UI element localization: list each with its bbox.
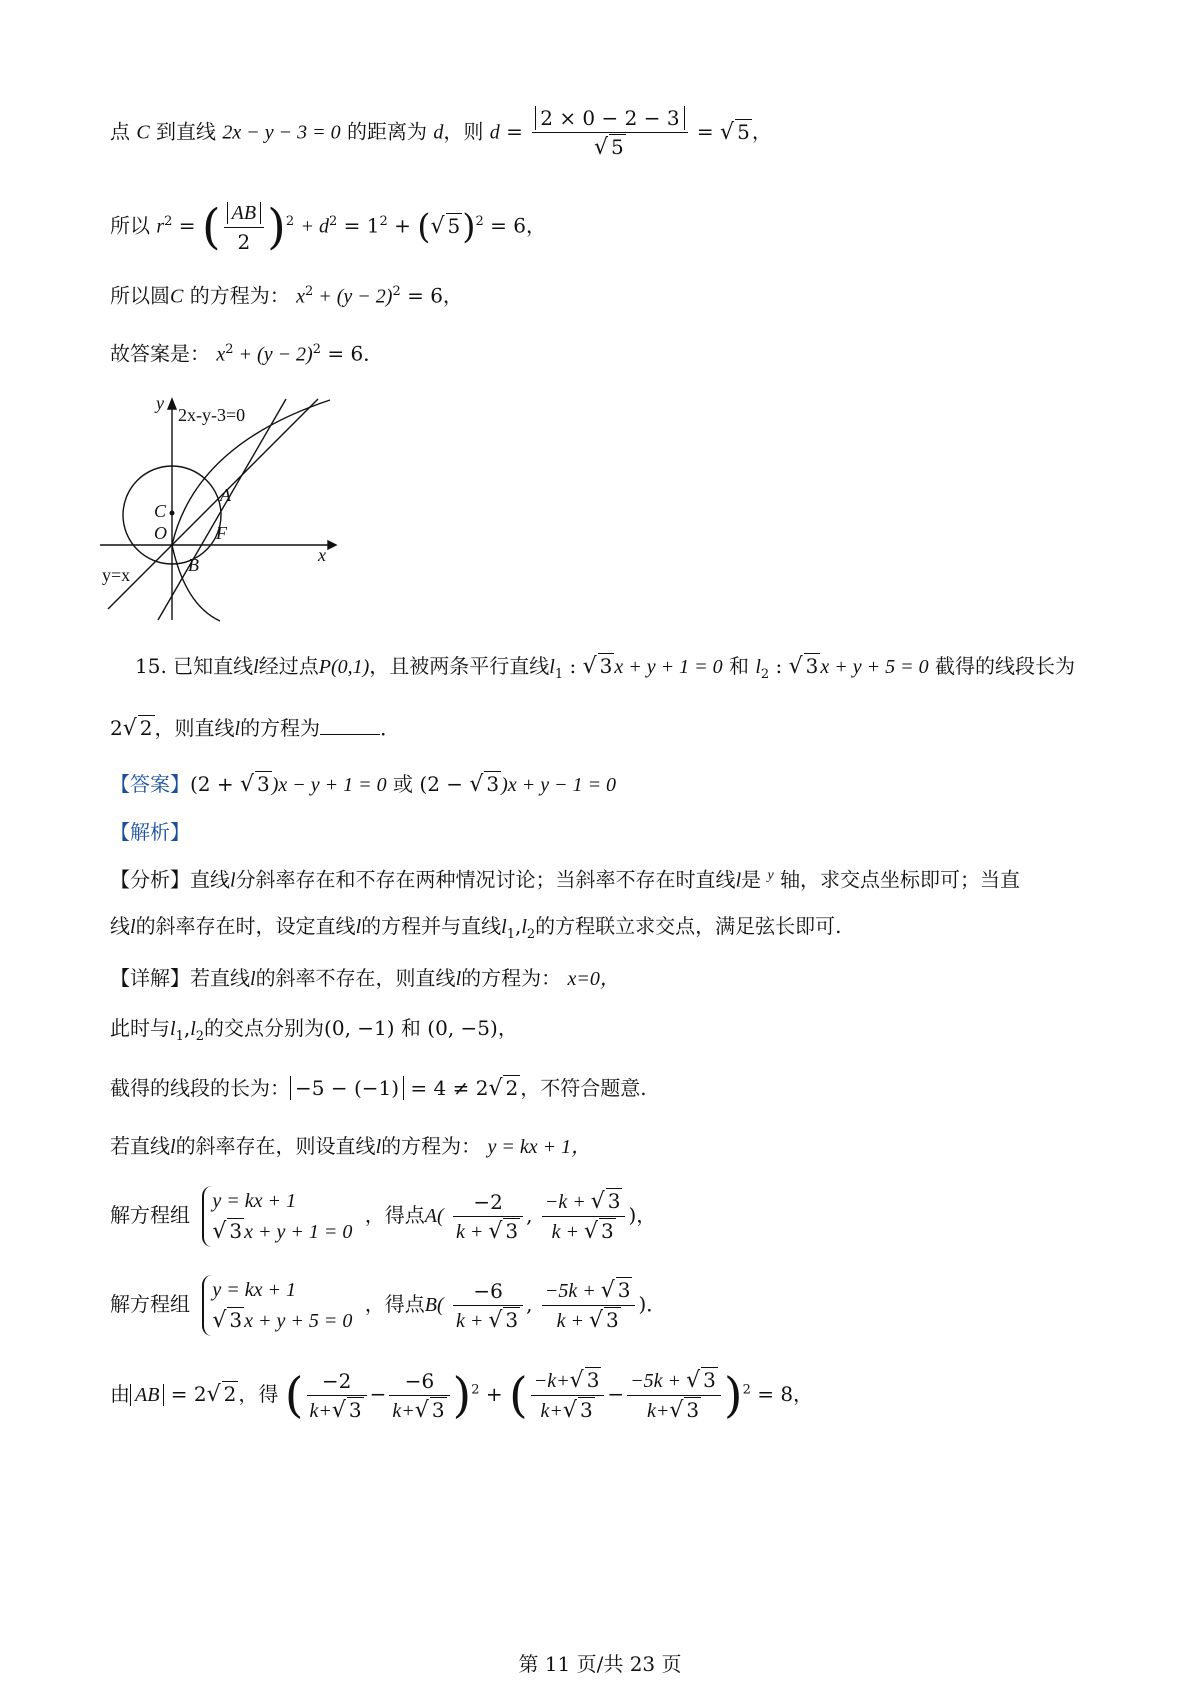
q15-line1: 15. 已知直线l经过点P(0,1)，且被两条平行直线$l_1$ : √ 3 x + y + 1 = 0 和 $l_2$ : √ 3 x + y + 5 = 0 截得的线段长为: [135, 654, 1075, 682]
detail-system1: 解方程组 y = kx + 1 √ 3 x + y + 1 = 0 ，得点A( $\frac{-2}{k + √ 3}$ , $\frac{-k + √ 3}{k + √ 3}$ )，: [110, 1186, 656, 1247]
fenxi-line2: 线l的斜率存在时，设定直线l的方程并与直线$l_1,l_2$的方程联立求交点，满足弦长即可.: [110, 914, 842, 942]
sol14-distance-line: 点 C 到直线 2x − y − 3 = 0 的距离为 d，则 d = $\frac{2 \times 0 - 2 - 3}{√ 5}$ = √ 5 ，: [110, 106, 772, 160]
detail-line2: 此时与$l_1,l_2$的交点分别为(0, −1) 和 (0, −5)，: [110, 1016, 518, 1044]
equation-system-1: y = kx + 1 √ 3 x + y + 1 = 0: [202, 1186, 352, 1247]
detail-line1: 【详解】若直线l的斜率不存在，则直线l的方程为： x=0，: [110, 966, 620, 990]
label-B: B: [188, 555, 199, 575]
label-O: O: [154, 523, 167, 543]
geometry-figure: [100, 395, 340, 625]
sol14-final-answer: 故答案是： $x^2 + (y - 2)^2 = 6$．: [110, 341, 384, 366]
label-F: F: [216, 523, 227, 543]
distance-fraction: $\frac{2 \times 0 - 2 - 3}{√ 5}$: [532, 104, 687, 162]
label-y-equals-x: y=x: [102, 565, 131, 585]
parabola-curve: [172, 400, 330, 621]
label-x: x: [318, 545, 326, 565]
y-axis-arrow: [168, 399, 176, 409]
label-C: C: [154, 501, 167, 521]
x-axis-arrow: [328, 541, 336, 549]
label-line-eq: 2x-y-3=0: [178, 405, 246, 425]
line-y-equals-x: [108, 399, 318, 609]
answer-line: 【答案】(2 + √ 3 )x − y + 1 = 0 或 (2 − √ 3 )x + y − 1 = 0: [110, 772, 617, 797]
q15-line2: 2√ 2 ，则直线l的方程为 ．: [110, 716, 401, 741]
label-y: y: [156, 395, 164, 413]
sol14-circle-equation: 所以圆C 的方程为： $x^2 + (y - 2)^2 = 6$，: [110, 283, 463, 308]
label-A: A: [220, 485, 231, 505]
detail-system2: 解方程组 y = kx + 1 √ 3 x + y + 5 = 0 ，得点B( $\frac{-6}{k + √ 3}$ , $\frac{-5k + √ 3}{k + √ 3}$ )．: [110, 1275, 666, 1336]
answer-label: 【答案】: [110, 772, 190, 796]
answer-blank: [320, 716, 380, 735]
equation-system-2: y = kx + 1 √ 3 x + y + 5 = 0: [202, 1275, 352, 1336]
detail-line4: 若直线l的斜率存在，则设直线l的方程为： y = kx + 1，: [110, 1134, 592, 1158]
page-footer: 第 11 页/共 23 页: [518, 1652, 682, 1676]
detail-final-equation: 由 AB = 2√ 2 ，得 ( $\frac{-2}{k+√ 3}$ − $\frac{-6}{k+√ 3}$ )$^2$ + ( $\frac{-k+√ 3}{k+√ 3}$ − $\frac{-5k + √ 3}{k+√ 3}$ )$^2$ = 8，: [110, 1367, 814, 1424]
fenxi-line1: 【分析】直线l分斜率存在和不存在两种情况讨论；当斜率不存在时直线l是 $^y$ 轴，求交点坐标即可；当直: [110, 867, 1021, 892]
detail-line3: 截得的线段的长为： −5 − (−1) = 4 ≠ 2√ 2 ，不符合题意.: [110, 1076, 647, 1101]
analysis-label: 【解析】: [110, 820, 190, 844]
line-2x-y-3: [158, 399, 286, 620]
sol14-radius-line: 所以 $r^2$ = ( $\frac{AB}{2}$ )$^2 + d^2 = 1^2$ + (√ 5)$^2$ = 6，: [110, 199, 546, 255]
point-C: [170, 511, 175, 516]
